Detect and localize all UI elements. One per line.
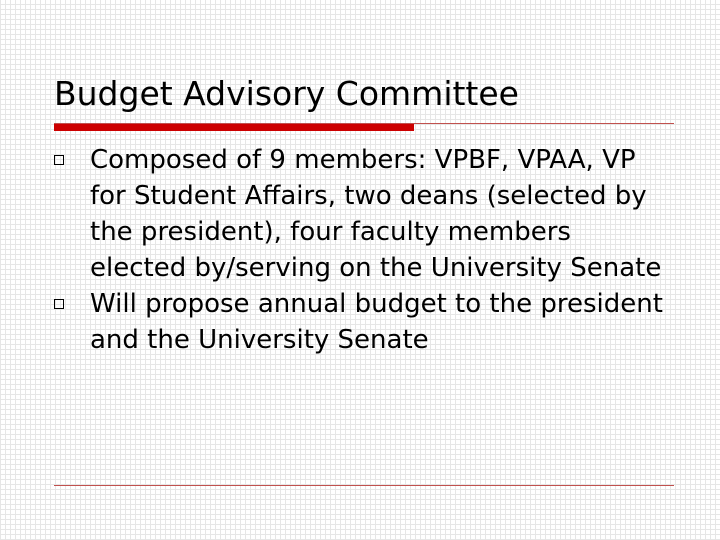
footer-rule — [54, 485, 674, 486]
bullet-item — [54, 142, 664, 286]
slide-title: Budget Advisory Committee — [54, 74, 519, 113]
title-accent-bar — [54, 124, 414, 131]
hollow-square-bullet-icon — [54, 299, 64, 309]
bullet-item — [54, 286, 664, 358]
bullet-text: Will propose annual budget to the president and the University Senate — [90, 289, 663, 355]
hollow-square-bullet-icon — [54, 155, 64, 165]
bullet-text: Composed of 9 members: VPBF, VPAA, VP for Student Affairs, two deans (selected by the president), four faculty members elected by/serving on the University Senate — [90, 145, 662, 283]
bullet-list — [54, 142, 664, 358]
